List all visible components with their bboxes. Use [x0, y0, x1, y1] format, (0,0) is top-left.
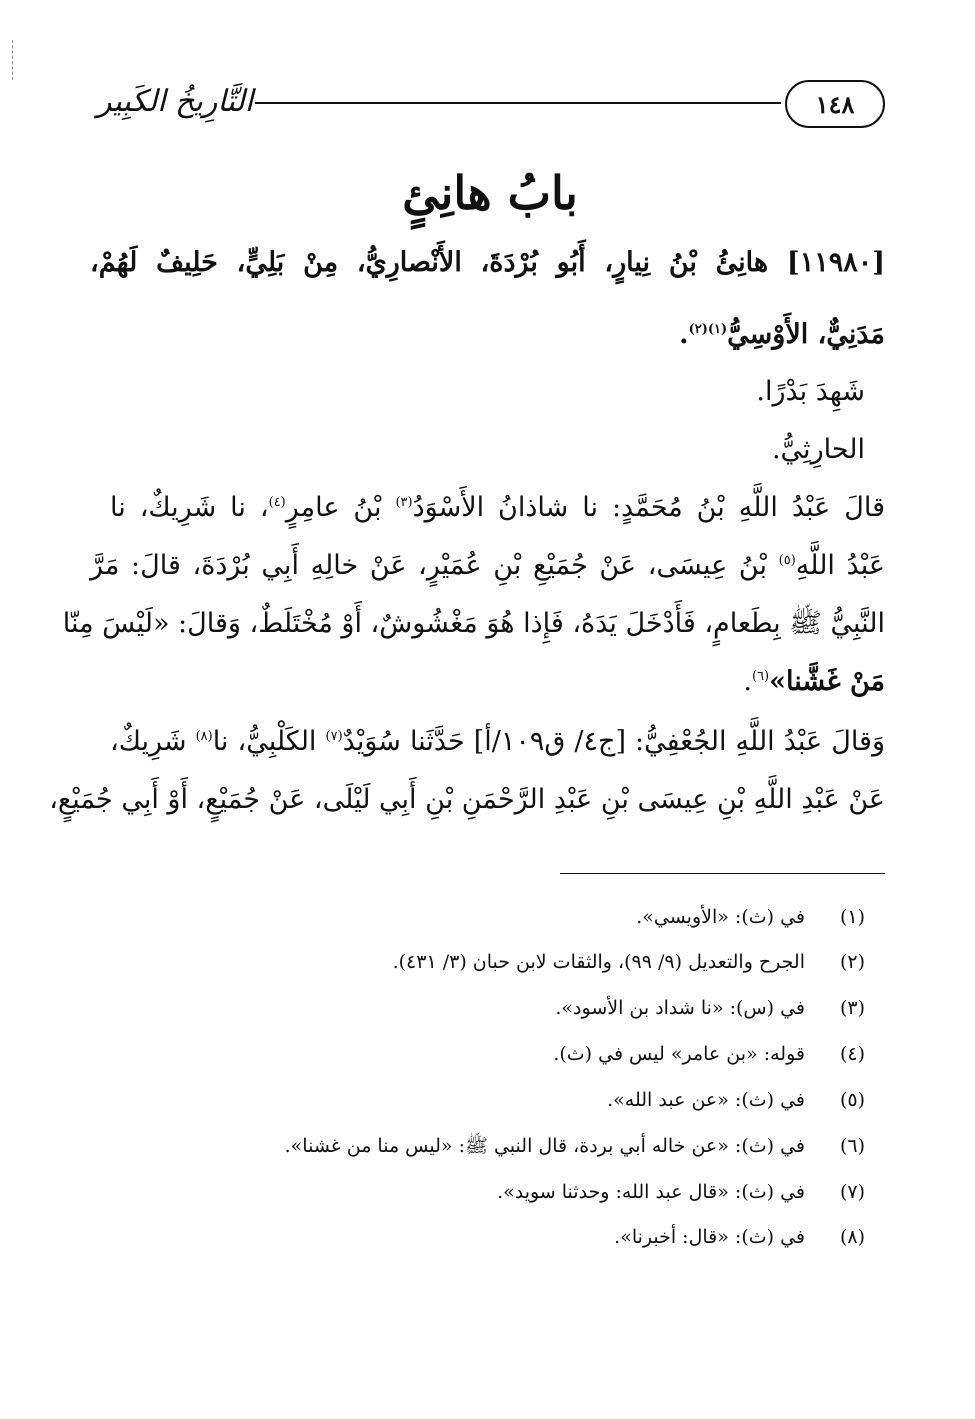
page-number: ١٤٨: [785, 80, 885, 128]
margin-mark: [12, 40, 13, 80]
book-title: التَّارِيخُ الكَبِير: [96, 84, 254, 119]
para2-line-1: وَقالَ عَبْدُ اللَّهِ الجُعْفِيُّ: [ج٤/ ق١٠٩/أ] حَدَّثَنا سُوَيْدٌ$^{(٧)}$ الكَلْبِيُّ، نا$^{(٨)}$ شَرِيكٌ،: [110, 726, 885, 757]
footnote-ref: (٤): [268, 495, 286, 510]
footnote-ref: (٥): [778, 553, 796, 568]
para1-line-2: عَبْدُ اللَّهِ$^{(٥)}$ بْنُ عِيسَى، عَنْ جُمَيْعِ بْنِ عُمَيْرٍ، عَنْ خالِهِ أَبِي بُرْدَةَ، قالَ: مَرَّ: [90, 550, 885, 581]
para1-line-3: النَّبِيُّ ﷺ بِطَعامٍ، فَأَدْخَلَ يَدَهُ، فَإِذا هُوَ مَغْشُوشٌ، أَوْ مُخْتَلَطٌ، وَقالَ: «لَيْسَ مِنّا: [62, 608, 885, 639]
entry-line-4: الحارِثِيُّ.: [771, 434, 865, 465]
footnote-8: (٨)في (ث): «قال: أخبرنا».: [614, 1226, 865, 1248]
entry-line-2: مَدَنِيٌّ، الأَوْسِيُّ$^{(١)(٢)}$.: [679, 319, 885, 350]
chapter-title: بابُ هانِئٍ: [402, 166, 578, 220]
entry-line-1: [١١٩٨٠] هانِئُ بْنُ نِيارٍ، أَبُو بُرْدَةَ، الأَنْصارِيُّ، مِنْ بَلِيٍّ، حَلِيفٌ لَهُمْ،: [90, 247, 885, 278]
footnote-divider: [560, 873, 885, 874]
para2-line-2: عَنْ عَبْدِ اللَّهِ بْنِ عِيسَى بْنِ عَبْدِ الرَّحْمَنِ بْنِ أَبِي لَيْلَى، عَنْ جُمَيْعٍ، أَوْ أَبِي جُمَيْعٍ،: [49, 784, 885, 815]
footnote-ref: (٨): [195, 729, 213, 744]
header-rule: [255, 102, 781, 104]
footnote-1: (١)في (ث): «الأويسي».: [636, 906, 865, 928]
footnote-ref: (٦): [751, 669, 770, 684]
footnote-7: (٧)في (ث): «قال عبد الله: وحدثنا سويد».: [497, 1181, 865, 1203]
footnote-5: (٥)في (ث): «عن عبد الله».: [607, 1089, 865, 1111]
footnote-ref: (٣): [395, 495, 413, 510]
footnote-4: (٤)قوله: «بن عامر» ليس في (ث).: [553, 1043, 865, 1065]
para1-line-4: مَنْ غَشَّنا»$^{(٦)}$.: [743, 666, 885, 697]
footnote-ref: (٧): [325, 729, 343, 744]
running-header: [95, 80, 885, 132]
entry-line-3: شَهِدَ بَدْرًا.: [756, 376, 865, 407]
footnote-2: (٢)الجرح والتعديل (٩/ ٩٩)، والثقات لابن حبان (٣/ ٤٣١).: [392, 951, 865, 973]
footnote-ref: (١)(٢): [688, 322, 728, 337]
footnote-3: (٣)في (س): «نا شداد بن الأسود».: [555, 997, 865, 1019]
para1-line-1: قالَ عَبْدُ اللَّهِ بْنُ مُحَمَّدٍ: نا شاذانُ الأَسْوَدُ$^{(٣)}$ بْنُ عامِرٍ$^{(٤)}$، نا شَرِيكٌ، نا: [110, 492, 885, 523]
entry-nisba: مَدَنِيٌّ، الأَوْسِيُّ: [727, 319, 885, 350]
footnote-6: (٦)في (ث): «عن خاله أبي بردة، قال النبي ﷺ: «ليس منا من غشنا».: [284, 1135, 865, 1157]
